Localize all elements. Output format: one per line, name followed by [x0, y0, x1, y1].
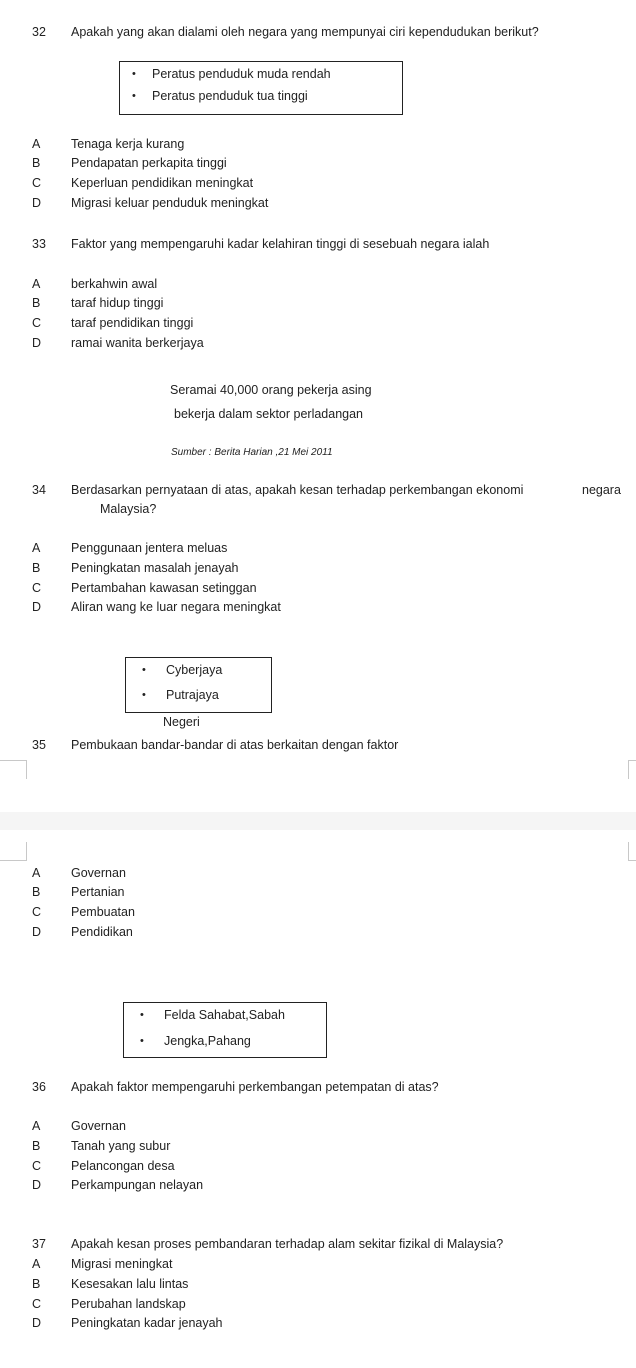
question-number: 34 [32, 483, 46, 497]
question-text: Apakah faktor mempengaruhi perkembangan petempatan di atas? [71, 1080, 439, 1094]
page-corner-mark [628, 842, 636, 861]
option-letter: A [32, 866, 41, 880]
option-d[interactable]: Migrasi keluar penduduk meningkat [71, 196, 269, 210]
source-citation: Sumber : Berita Harian ,21 Mei 2011 [171, 447, 333, 458]
option-b[interactable]: Peningkatan masalah jenayah [71, 561, 239, 575]
option-letter: B [32, 885, 41, 899]
page-corner-mark [0, 760, 27, 779]
option-c[interactable]: Perubahan landskap [71, 1297, 186, 1311]
option-a[interactable]: Governan [71, 1119, 126, 1133]
quote-line: bekerja dalam sektor perladangan [174, 407, 364, 421]
option-letter: D [32, 196, 42, 210]
bullet-icon: • [132, 68, 136, 80]
question-number: 33 [32, 237, 46, 251]
option-c[interactable]: Pelancongan desa [71, 1159, 175, 1173]
option-c[interactable]: Pembuatan [71, 905, 135, 919]
option-a[interactable]: berkahwin awal [71, 277, 158, 291]
bullet-icon: • [142, 664, 146, 676]
option-letter: A [32, 1119, 41, 1133]
option-a[interactable]: Governan [71, 866, 126, 880]
option-a[interactable]: Migrasi meningkat [71, 1257, 173, 1271]
question-text: Apakah yang akan dialami oleh negara yang mempunyai ciri kependudukan berikut? [71, 25, 539, 39]
option-letter: B [32, 296, 41, 310]
option-c[interactable]: Keperluan pendidikan meningkat [71, 176, 254, 190]
bullet-icon: • [132, 90, 136, 102]
box-item: • Jengka,Pahang [140, 1034, 251, 1048]
quote-line: Seramai 40,000 orang pekerja asing [170, 383, 372, 397]
option-letter: C [32, 905, 42, 919]
bullet-icon: • [142, 689, 146, 701]
option-d[interactable]: Pendidikan [71, 925, 133, 939]
option-letter: C [32, 1297, 42, 1311]
option-b[interactable]: Pertanian [71, 885, 125, 899]
question-number: 37 [32, 1237, 46, 1251]
option-c[interactable]: taraf pendidikan tinggi [71, 316, 194, 330]
page-corner-mark [0, 842, 27, 861]
question-text: Pembukaan bandar-bandar di atas berkaitan dengan faktor [71, 738, 399, 752]
option-letter: A [32, 277, 41, 291]
question-text: Berdasarkan pernyataan di atas, apakah kesan terhadap perkembangan ekonomi [71, 483, 524, 497]
option-d[interactable]: Peningkatan kadar jenayah [71, 1316, 223, 1330]
option-letter: D [32, 925, 42, 939]
page-break-divider [0, 812, 636, 830]
option-b[interactable]: taraf hidup tinggi [71, 296, 164, 310]
option-letter: A [32, 1257, 41, 1271]
box-item: • Peratus penduduk muda rendah [132, 67, 331, 81]
page-corner-mark [628, 760, 636, 779]
option-b[interactable]: Pendapatan perkapita tinggi [71, 156, 227, 170]
question-text: negara [582, 483, 621, 497]
box-caption: Negeri [163, 715, 200, 729]
info-box [125, 657, 272, 713]
box-item: • Felda Sahabat,Sabah [140, 1008, 285, 1022]
question-text: Apakah kesan proses pembandaran terhadap alam sekitar fizikal di Malaysia? [71, 1237, 504, 1251]
option-letter: B [32, 1277, 41, 1291]
question-number: 35 [32, 738, 46, 752]
option-d[interactable]: Perkampungan nelayan [71, 1178, 204, 1192]
option-d[interactable]: ramai wanita berkerjaya [71, 336, 204, 350]
option-b[interactable]: Kesesakan lalu lintas [71, 1277, 189, 1291]
bullet-icon: • [140, 1035, 144, 1047]
bullet-icon: • [140, 1009, 144, 1021]
option-c[interactable]: Pertambahan kawasan setinggan [71, 581, 257, 595]
option-letter: B [32, 1139, 41, 1153]
option-letter: C [32, 316, 42, 330]
option-d[interactable]: Aliran wang ke luar negara meningkat [71, 600, 281, 614]
option-letter: D [32, 1316, 42, 1330]
option-a[interactable]: Penggunaan jentera meluas [71, 541, 228, 555]
question-text: Malaysia? [100, 502, 157, 516]
question-text: Faktor yang mempengaruhi kadar kelahiran tinggi di sesebuah negara ialah [71, 237, 490, 251]
option-letter: C [32, 176, 42, 190]
option-letter: A [32, 137, 41, 151]
box-item: • Cyberjaya [142, 663, 223, 677]
question-number: 32 [32, 25, 46, 39]
option-letter: D [32, 600, 42, 614]
option-letter: A [32, 541, 41, 555]
option-letter: C [32, 1159, 42, 1173]
option-letter: B [32, 561, 41, 575]
box-item: • Putrajaya [142, 688, 219, 702]
question-number: 36 [32, 1080, 46, 1094]
info-box [123, 1002, 327, 1058]
box-item: • Peratus penduduk tua tinggi [132, 89, 308, 103]
option-a[interactable]: Tenaga kerja kurang [71, 137, 185, 151]
option-letter: C [32, 581, 42, 595]
info-box [119, 61, 403, 115]
option-letter: D [32, 336, 42, 350]
option-letter: D [32, 1178, 42, 1192]
option-b[interactable]: Tanah yang subur [71, 1139, 171, 1153]
option-letter: B [32, 156, 41, 170]
